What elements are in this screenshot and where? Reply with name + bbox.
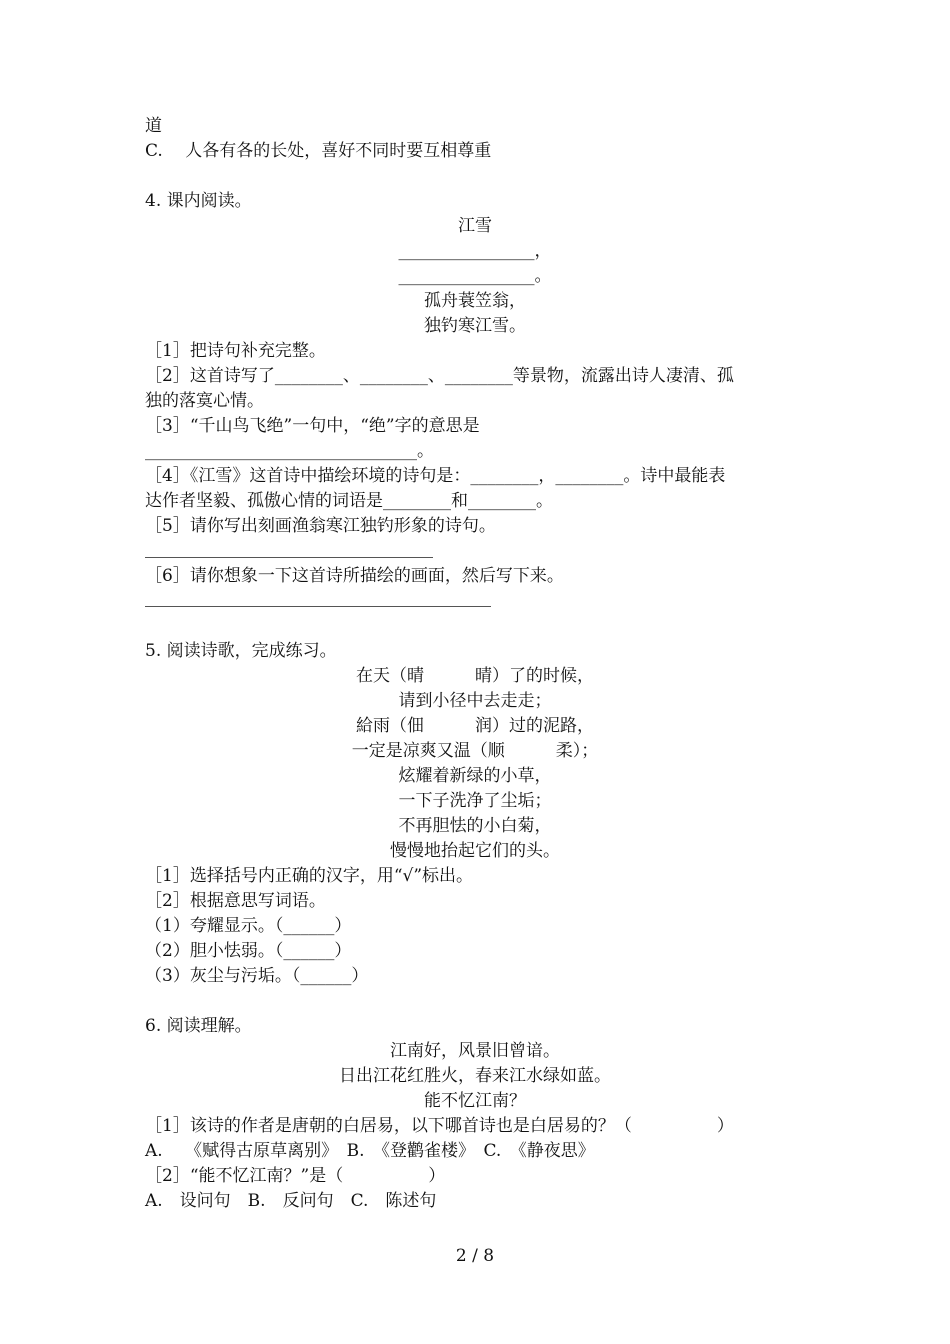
q5-item-3: （3）灰尘与污垢。（______） [145,966,369,986]
poem-blank-line-1: ________________， [398,241,552,261]
q5-item-2: （2）胆小怯弱。（______） [145,941,352,961]
q4-sub-5: ［5］请你写出刻画渔翁寒江独钓形象的诗句。 [145,516,496,536]
answer-line [145,606,491,607]
q6-sub-1-options: A. 《赋得古原草离别》 B. 《登鹳雀楼》 C. 《静夜思》 [145,1141,595,1161]
q6-heading: 6. 阅读理解。 [145,1016,252,1036]
poem-line: 一定是凉爽又温（顺 柔）； [351,741,599,761]
q4-sub-6: ［6］请你想象一下这首诗所描绘的画面，然后写下来。 [145,566,564,586]
poem-line: 一下子洗净了尘垢； [398,791,552,811]
poem-line: 能不忆江南？ [424,1091,526,1111]
page-number: 2 / 8 [455,1246,495,1266]
poem-title: 江雪 [458,216,492,236]
poem-line: 请到小径中去走走； [398,691,552,711]
poem-line: 孤舟蓑笠翁， [424,291,526,311]
q4-sub-1: ［1］把诗句补充完整。 [145,341,326,361]
q4-sub-2: ［2］这首诗写了________、________、________等景物，流露出诗人凄清、孤 [145,366,734,386]
poem-line: 日出江花红胜火，春来江水绿如蓝。 [339,1066,611,1086]
q4-sub-3: ［3］“千山鸟飞绝”一句中，“绝”字的意思是 [145,416,480,436]
q6-sub-2-options: A. 设问句 B. 反问句 C. 陈述句 [145,1191,437,1211]
q5-sub-1: ［1］选择括号内正确的汉字，用“√”标出。 [145,866,474,886]
q5-sub-2: ［2］根据意思写词语。 [145,891,326,911]
poem-line: 不再胆怯的小白菊， [398,816,552,836]
option-c: C. 人各有各的长处，喜好不同时要互相尊重 [145,141,492,161]
poem-line: 炫耀着新绿的小草， [398,766,552,786]
text-line: 道 [145,116,162,136]
q4-heading: 4. 课内阅读。 [145,191,252,211]
q4-sub-4: ［4］《江雪》这首诗中描绘环境的诗句是：________，________。诗中最能表 [145,466,726,486]
q6-sub-1: ［1］该诗的作者是唐朝的白居易，以下哪首诗也是白居易的？（ ） [145,1116,734,1136]
poem-line: 給雨（佃 润）过的泥路， [356,716,594,736]
poem-line: 独钓寒江雪。 [424,316,526,336]
q4-sub-2-cont: 独的落寞心情。 [145,391,264,411]
q4-sub-4-cont: 达作者坚毅、孤傲心情的词语是________和________。 [145,491,553,511]
answer-line [145,557,433,558]
q6-sub-2: ［2］“能不忆江南？”是（ ） [145,1166,446,1186]
q5-item-1: （1）夸耀显示。（______） [145,916,352,936]
poem-blank-line-2: ________________。 [398,266,552,286]
poem-line: 江南好，风景旧曾谙。 [390,1041,560,1061]
q5-heading: 5. 阅读诗歌，完成练习。 [145,641,337,661]
poem-line: 在天（晴 晴）了的时候， [356,666,594,686]
q4-sub-3-answer-line: ________________________________。 [145,441,434,461]
poem-line: 慢慢地抬起它们的头。 [390,841,560,861]
